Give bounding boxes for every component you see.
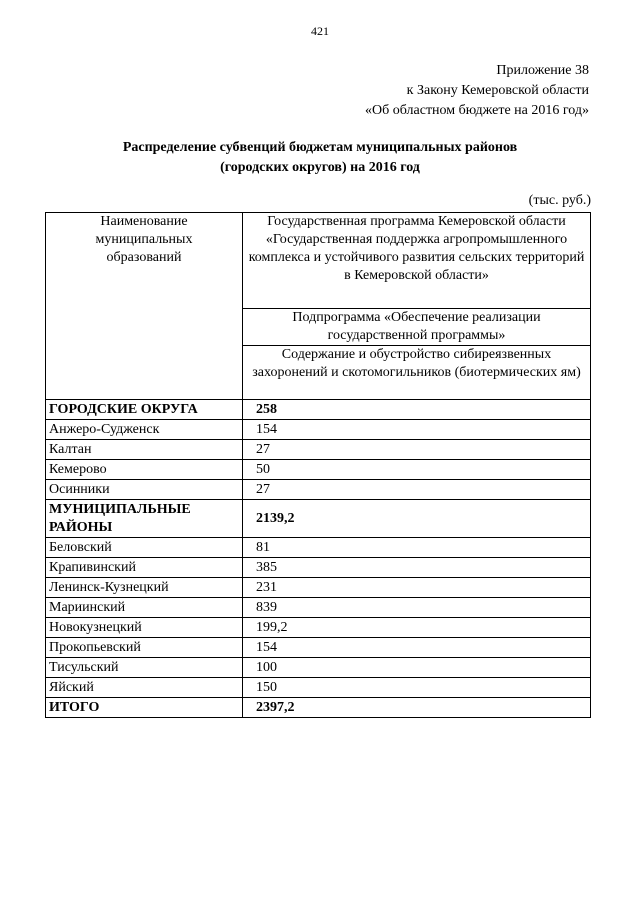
- title-line-2: (городских округов) на 2016 год: [220, 160, 420, 175]
- document-title: [0, 138, 640, 178]
- appendix-line-1: Приложение 38: [496, 63, 589, 78]
- row-name: Анжеро-Судженск: [46, 420, 243, 440]
- header-activity: Содержание и обустройство сибиреязвенных захоронений и скотомогильников (биотермических ям): [243, 346, 591, 400]
- table-row: [46, 420, 591, 440]
- row-value: 231: [243, 578, 591, 598]
- row-value: 2397,2: [243, 698, 591, 718]
- row-value: 81: [243, 538, 591, 558]
- table-row: [46, 598, 591, 618]
- table-header-row: [46, 213, 591, 309]
- row-value: 100: [243, 658, 591, 678]
- row-value: 27: [243, 480, 591, 500]
- row-value: 2139,2: [243, 500, 591, 538]
- subvention-table: [45, 212, 591, 718]
- row-name: Крапивинский: [46, 558, 243, 578]
- row-value: 154: [243, 420, 591, 440]
- row-name: Новокузнецкий: [46, 618, 243, 638]
- table-row: [46, 440, 591, 460]
- row-value: 199,2: [243, 618, 591, 638]
- row-name: Яйский: [46, 678, 243, 698]
- row-name: ИТОГО: [46, 698, 243, 718]
- table-row: [46, 578, 591, 598]
- table-row: [46, 460, 591, 480]
- row-name: Тисульский: [46, 658, 243, 678]
- row-value: 27: [243, 440, 591, 460]
- table-row: [46, 558, 591, 578]
- table-row: [46, 400, 591, 420]
- table-row: [46, 638, 591, 658]
- table-row: [46, 698, 591, 718]
- row-value: 839: [243, 598, 591, 618]
- appendix-line-2: к Закону Кемеровской области: [406, 83, 589, 98]
- row-value: 154: [243, 638, 591, 658]
- appendix-block: [365, 61, 589, 121]
- table-row: [46, 480, 591, 500]
- row-name: Прокопьевский: [46, 638, 243, 658]
- row-value: 385: [243, 558, 591, 578]
- table-row: [46, 538, 591, 558]
- appendix-line-3: «Об областном бюджете на 2016 год»: [365, 103, 589, 118]
- row-name: ГОРОДСКИЕ ОКРУГА: [46, 400, 243, 420]
- row-name: Кемерово: [46, 460, 243, 480]
- header-name-cell: [46, 213, 243, 400]
- row-value: 258: [243, 400, 591, 420]
- page-number: 421: [311, 24, 329, 38]
- table-row: [46, 500, 591, 538]
- units-label: (тыс. руб.): [528, 193, 591, 208]
- row-value: 50: [243, 460, 591, 480]
- table-row: [46, 678, 591, 698]
- row-name: МУНИЦИПАЛЬНЫЕ РАЙОНЫ: [46, 500, 243, 538]
- row-name: Калтан: [46, 440, 243, 460]
- header-program: Государственная программа Кемеровской области «Государственная поддержка агропромышленного комплекса и устойчивого развития сельских территорий в Кемеровской области»: [243, 213, 591, 309]
- header-name: Наименование муниципальных образований: [95, 214, 193, 265]
- row-name: Беловский: [46, 538, 243, 558]
- row-name: Ленинск-Кузнецкий: [46, 578, 243, 598]
- title-line-1: Распределение субвенций бюджетам муниципальных районов: [122, 140, 518, 155]
- row-value: 150: [243, 678, 591, 698]
- header-subprogram: Подпрограмма «Обеспечение реализации государственной программы»: [243, 309, 591, 346]
- table-row: [46, 658, 591, 678]
- table-row: [46, 618, 591, 638]
- row-name: Осинники: [46, 480, 243, 500]
- table-body: [46, 400, 591, 718]
- row-name: Мариинский: [46, 598, 243, 618]
